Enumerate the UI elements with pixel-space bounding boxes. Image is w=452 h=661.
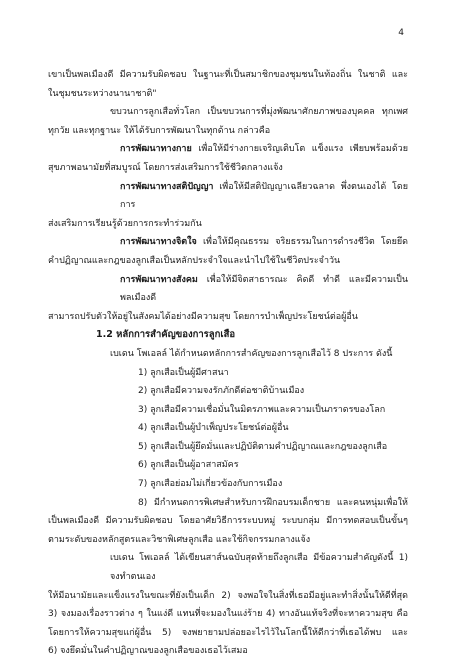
principle-item: 3) ลูกเสือมีความเชื่อมั่นในมิตรภาพและความเป็นภราดรของโลก <box>138 404 386 415</box>
intellectual-development-text: เพื่อให้มีสติปัญญาเฉลียวฉลาด พึ่งตนเองได้ โดยการ <box>120 181 408 211</box>
social-development <box>48 271 408 308</box>
emotional-development-line-2: คำปฏิญาณและกฎของลูกเสือเป็นหลักประจำใจและนำไปใช้ในชีวิตประจำวัน <box>48 255 341 266</box>
physical-development-line-2: สุขภาพอนามัยที่สมบูรณ์ โดยการส่งเสริมการใช้ชีวิตกลางแจ้ง <box>48 162 283 173</box>
section-heading: 1.2 หลักการสำคัญของการลูกเสือ <box>96 329 236 341</box>
closing-line-4: โดยการให้ความสุขแก่ผู้อื่น 5) จงพยายามปล่อยอะไรไว้ในโลกนี้ให้ดีกว่าที่เธอได้พบ และ <box>48 627 408 638</box>
principles-intro: เบเดน โพเอลล์ ได้กำหนดหลักการสำคัญของการลูกเสือไว้ 8 ประการ ดังนี้ <box>110 348 393 359</box>
physical-development-label: การพัฒนาทางกาย <box>120 144 192 155</box>
physical-development-text: เพื่อให้มีร่างกายเจริญเติบโต แข็งแรง เพียบพร้อมด้วย <box>191 144 408 155</box>
scope-line-2: ทุกวัย และทุกฐานะ ให้ได้รับการพัฒนาในทุกด้าน กล่าวคือ <box>48 125 271 136</box>
intro-line-2: ในชุมชนระหว่างนานาชาติ" <box>48 88 157 99</box>
physical-development <box>48 140 408 159</box>
principle-item: 1) ลูกเสือเป็นผู้มีศาสนา <box>138 367 229 378</box>
closing-line-2: ให้มีอนามัยและแข็งแรงในขณะที่ยังเป็นเด็ก 2) จงพอใจในสิ่งที่เธอมีอยู่และทำสิ่งนั้นให้ดีที่สุด <box>48 590 408 601</box>
intro-line-1: เขาเป็นพลเมืองดี มีความรับผิดชอบ ในฐานะที่เป็นสมาชิกของชุมชนในท้องถิ่น ในชาติ และ <box>48 70 408 80</box>
page-number: 4 <box>398 28 404 38</box>
closing-line-3: 3) จงมองเรื่องราวต่าง ๆ ในแง่ดี แทนที่จะมองในแง่ร้าย 4) ทางอันแท้จริงที่จะหาความสุข คือ <box>48 609 408 620</box>
principle-item: 6) ลูกเสือเป็นผู้อาสาสมัคร <box>138 460 239 471</box>
principle-item: 7) ลูกเสือย่อมไม่เกี่ยวข้องกับการเมือง <box>138 479 283 490</box>
intellectual-development <box>48 178 408 215</box>
scope-line-1: ขบวนการลูกเสือทั่วโลก เป็นขบวนการที่มุ่งพัฒนาศักยภาพของบุคคล ทุกเพศ <box>110 107 408 118</box>
principle-8-line-2: เป็นพลเมืองดี มีความรับผิดชอบ โดยอาศัยวิธีการระบบหมู่ ระบบกลุ่ม มีการทดสอบเป็นขั้นๆ <box>48 516 408 527</box>
closing-line-1: เบเดน โพเอลล์ ได้เขียนสาส์นฉบับสุดท้ายถึงลูกเสือ มีข้อความสำคัญดังนี้ 1) จงทำตนเอง <box>110 553 408 583</box>
intellectual-development-line-2: ส่งเสริมการเรียนรู้ด้วยการกระทำร่วมกัน <box>48 218 202 229</box>
principle-item: 4) ลูกเสือเป็นผู้บำเพ็ญประโยชน์ต่อผู้อื่น <box>138 423 289 434</box>
emotional-development <box>48 233 408 252</box>
closing-line-5: 6) จงยึดมั่นในคำปฏิญาณของลูกเสือของเธอไว้เสมอ <box>48 646 248 657</box>
document-body <box>48 66 408 661</box>
emotional-development-text: เพื่อให้มีคุณธรรม จริยธรรมในการดำรงชีวิต โดยยึด <box>196 237 408 248</box>
principle-8-line-1: 8) มีกำหนดการพิเศษสำหรับการฝึกอบรมเด็กชาย และคนหนุ่มเพื่อให้ <box>138 497 408 508</box>
principles-list <box>48 364 408 494</box>
principle-item: 5) ลูกเสือเป็นผู้ยึดมั่นและปฏิบัติตามคำปฏิญาณและกฎของลูกเสือ <box>138 441 388 452</box>
intellectual-development-label: การพัฒนาทางสติปัญญา <box>120 181 214 192</box>
principle-8-line-3: ตามระดับของหลักสูตรและวิชาพิเศษลูกเสือ และใช้กิจกรรมกลางแจ้ง <box>48 534 311 545</box>
emotional-development-label: การพัฒนาทางจิตใจ <box>120 237 197 248</box>
social-development-line-2: สามารถปรับตัวให้อยู่ในสังคมได้อย่างมีความสุข โดยการบำเพ็ญประโยชน์ต่อผู้อื่น <box>48 311 358 322</box>
principle-item: 2) ลูกเสือมีความจงรักภักดีต่อชาติบ้านเมือง <box>138 386 305 397</box>
social-development-label: การพัฒนาทางสังคม <box>120 274 198 285</box>
social-development-text: เพื่อให้มีจิตสาธารณะ คิดดี ทำดี และมีความเป็นพลเมืองดี <box>120 274 408 304</box>
